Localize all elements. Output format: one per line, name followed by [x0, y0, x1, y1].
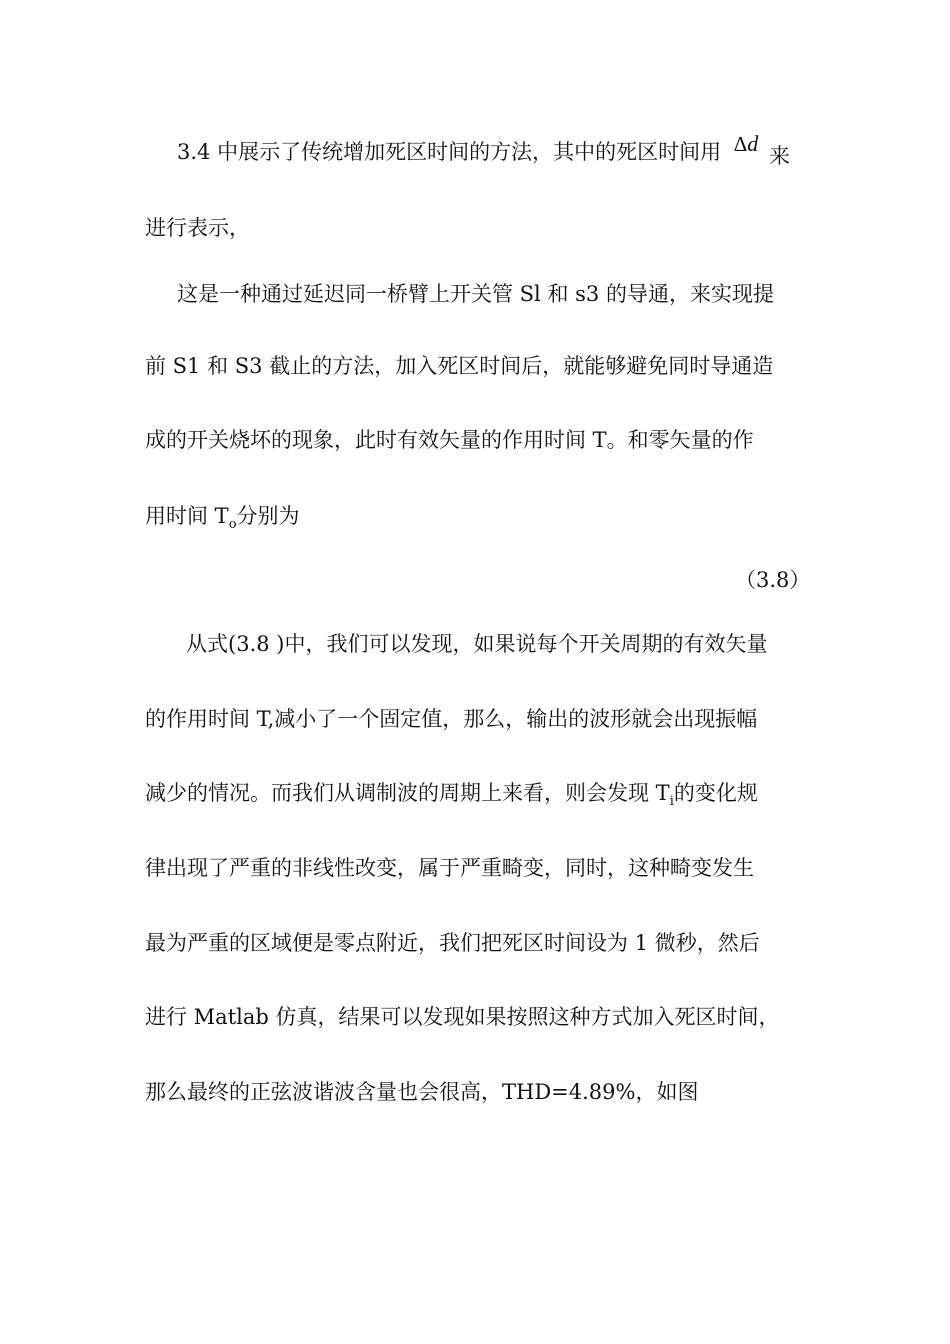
text-run: 的变化规: [673, 781, 758, 805]
paragraph-2-line-1: 这是一种通过延迟同一桥臂上开关管 Sl 和 s3 的导通，来实现提: [177, 282, 774, 306]
delta-glyph: Δ: [733, 132, 748, 156]
subscript: i: [669, 794, 674, 809]
paragraph-2-line-4: [145, 502, 300, 534]
paragraph-2-line-2: 前 S1 和 S3 截止的方法，加入死区时间后，就能够避免同时导通造: [145, 354, 774, 378]
subscript: o: [228, 517, 237, 532]
paragraph-1-line-1: [177, 131, 790, 168]
delta-d-symbol: [734, 132, 759, 156]
paragraph-3-line-5: 最为严重的区域便是零点附近，我们把死区时间设为 1 微秒，然后: [145, 931, 760, 955]
text-run: 用时间 T: [145, 504, 229, 528]
d-variable: d: [747, 131, 759, 156]
paragraph-3-line-3: [145, 779, 758, 811]
paragraph-3-line-1: 从式(3.8 )中，我们可以发现，如果说每个开关周期的有效矢量: [186, 632, 768, 656]
paragraph-3-line-7: 那么最终的正弦波谐波含量也会很高，THD=4.89%，如图: [145, 1080, 699, 1104]
paragraph-3-line-4: 律出现了严重的非线性改变，属于严重畸变，同时，这种畸变发生: [145, 856, 754, 880]
paragraph-3-line-6: 进行 Matlab 仿真，结果可以发现如果按照这种方式加入死区时间，: [145, 1005, 780, 1029]
text-run: 来: [768, 144, 790, 168]
paragraph-3-line-2: 的作用时间 T,减小了一个固定值，那么，输出的波形就会出现振幅: [145, 707, 758, 731]
text-run: 减少的情况。而我们从调制波的周期上来看，则会发现 T: [145, 781, 670, 805]
equation-number: （3.8）: [735, 568, 811, 592]
paragraph-1-line-2: 进行表示，: [145, 216, 250, 240]
text-run: 3.4 中展示了传统增加死区时间的方法，其中的死区时间用: [177, 140, 722, 164]
text-run: 分别为: [236, 504, 300, 528]
paragraph-2-line-3: 成的开关烧坏的现象，此时有效矢量的作用时间 T。和零矢量的作: [145, 428, 754, 452]
